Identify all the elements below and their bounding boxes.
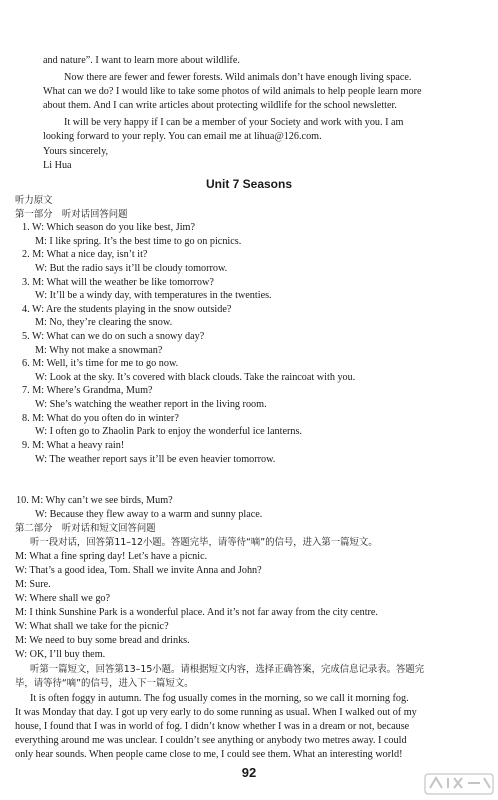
passage-line: It is often foggy in autumn. The fog usually comes in the morning, so we call it morning fog.	[30, 693, 409, 704]
dialogue-line: M: Sure.	[15, 579, 51, 590]
dialogue-line: M: I like spring. It’s the best time to go on picnics.	[35, 236, 242, 247]
dialogue-line: 9. M: What a heavy rain!	[22, 440, 125, 451]
passage-line: everything around me was unclear. I couldn’t see anything or anybody two metres away. I could	[15, 735, 407, 746]
letter-line: about them. And I can write articles about protecting wildlife for the school newsletter.	[43, 100, 397, 111]
dialogue-line: M: We need to buy some bread and drinks.	[15, 635, 190, 646]
dialogue-line: W: But the radio says it’ll be cloudy tomorrow.	[35, 263, 228, 274]
dialogue-line: 10. M: Why can’t we see birds, Mum?	[16, 495, 173, 506]
dialogue-line: W: She’s watching the weather report in the living room.	[35, 399, 267, 410]
letter-line: looking forward to your reply. You can email me at lihua@126.com.	[43, 131, 322, 142]
dialogue-line: W: Because they flew away to a warm and sunny place.	[35, 509, 263, 520]
section-heading: 听力原文	[15, 195, 53, 206]
dialogue-line: W: That’s a good idea, Tom. Shall we invite Anna and John?	[15, 565, 262, 576]
letter-line: It will be very happy if I can be a member of your Society and work with you. I am	[64, 117, 404, 128]
passage-line: It was Monday that day. I got up very early to do some running as usual. When I walked out of my	[15, 707, 417, 718]
instruction-text: 听一段对话，回答第11–12小题。答题完毕，请等待“嘀”的信号，进入第一篇短文。	[30, 537, 378, 548]
page-number: 92	[241, 765, 257, 780]
dialogue-line: W: Where shall we go?	[15, 593, 111, 604]
dialogue-line: W: What shall we take for the picnic?	[15, 621, 169, 632]
dialogue-line: W: It’ll be a windy day, with temperatures in the twenties.	[35, 290, 272, 301]
dialogue-line: 6. M: Well, it’s time for me to go now.	[22, 358, 179, 369]
section-heading: 第二部分 听对话和短文回答问题	[15, 523, 156, 534]
letter-line: Now there are fewer and fewer forests. Wild animals don’t have enough living space.	[64, 72, 412, 83]
dialogue-line: 2. M: What a nice day, isn’t it?	[22, 249, 148, 260]
dialogue-line: M: I think Sunshine Park is a wonderful place. And it’s not far away from the city centre.	[15, 607, 378, 618]
dialogue-line: 7. M: Where’s Grandma, Mum?	[22, 385, 153, 396]
passage-line: house, I found that I was in world of fog. I didn’t know whether I was in a dream or not, because	[15, 721, 410, 732]
dialogue-line: M: No, they’re clearing the snow.	[35, 317, 173, 328]
letter-signature: Li Hua	[43, 160, 72, 171]
dialogue-line: W: Look at the sky. It’s covered with black clouds. Take the raincoat with you.	[35, 372, 356, 383]
dialogue-line: M: What a fine spring day! Let’s have a picnic.	[15, 551, 208, 562]
dialogue-line: 3. M: What will the weather be like tomorrow?	[22, 277, 214, 288]
dialogue-line: W: OK, I’ll buy them.	[15, 649, 106, 660]
watermark-logo	[424, 772, 494, 796]
dialogue-line: 5. W: What can we do on such a snowy day?	[22, 331, 205, 342]
dialogue-line: W: The weather report says it’ll be even heavier tomorrow.	[35, 454, 276, 465]
passage-line: only hear sounds. When people came close to me, I could see them. What an interesting world!	[15, 749, 403, 760]
letter-line: What can we do? I would like to take some photos of wild animals to help people learn more	[43, 86, 422, 97]
letter-closing: Yours sincerely,	[43, 146, 109, 157]
dialogue-line: 8. M: What do you often do in winter?	[22, 413, 179, 424]
dialogue-line: M: Why not make a snowman?	[35, 345, 163, 356]
unit-title: Unit 7 Seasons	[205, 177, 293, 191]
letter-line: and nature”. I want to learn more about wildlife.	[43, 55, 240, 66]
dialogue-line: 4. W: Are the students playing in the snow outside?	[22, 304, 232, 315]
dialogue-line: 1. W: Which season do you like best, Jim?	[22, 222, 195, 233]
dialogue-line: W: I often go to Zhaolin Park to enjoy the wonderful ice lanterns.	[35, 426, 302, 437]
instruction-text: 毕，请等待“嘀”的信号，进入下一篇短文。	[15, 678, 194, 689]
instruction-text: 听第一篇短文，回答第13–15小题。请根据短文内容，选择正确答案，完成信息记录表。答题完	[30, 664, 425, 675]
section-heading: 第一部分 听对话回答问题	[15, 209, 128, 220]
